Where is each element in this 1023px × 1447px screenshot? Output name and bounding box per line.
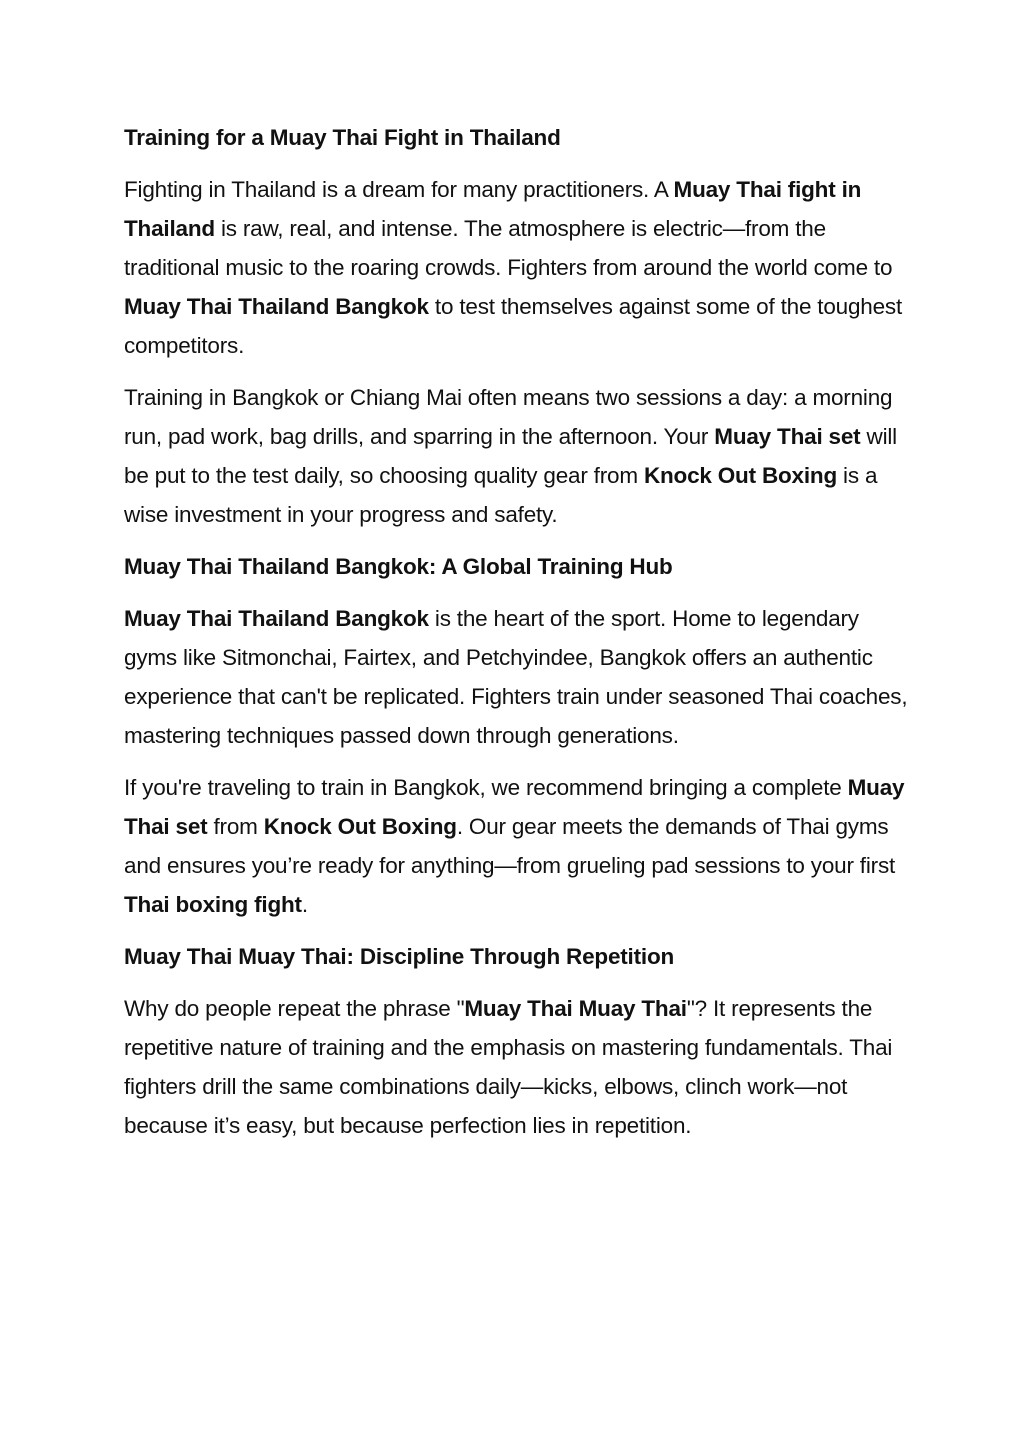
bold-keyword: Muay Thai Thailand Bangkok <box>124 294 429 319</box>
section-heading-discipline: Muay Thai Muay Thai: Discipline Through Repetition <box>124 944 675 969</box>
text-run: . <box>301 892 308 917</box>
text-run: is the heart of the sport. Home to legendary gyms like Sitmonchai, Fairtex, and Petchyindee, Bangkok offers an authentic experience that can't be replicated. Fighters train under seasoned Thai coaches, mastering techniques passed down through generations. <box>124 606 908 748</box>
text-run: from <box>207 814 264 839</box>
text-run: will be put to the test daily, so choosing quality gear from <box>124 424 897 488</box>
bold-keyword: Knock Out Boxing <box>263 814 457 839</box>
bold-keyword: Thai boxing fight <box>124 892 302 917</box>
text-run: If you're traveling to train in Bangkok, we recommend bringing a complete <box>124 775 848 800</box>
bold-keyword: Muay Thai Muay Thai <box>464 996 687 1021</box>
paragraph-bangkok-heart <box>124 599 914 755</box>
section-heading-training: Training for a Muay Thai Fight in Thailand <box>124 125 561 150</box>
text-run: to test themselves against some of the toughest competitors. <box>124 294 903 358</box>
bold-keyword: Muay Thai Thailand Bangkok <box>124 606 429 631</box>
section-heading-bangkok-hub: Muay Thai Thailand Bangkok: A Global Training Hub <box>124 554 673 579</box>
text-run: is a wise investment in your progress and safety. <box>124 463 878 527</box>
text-run: . Our gear meets the demands of Thai gyms and ensures you’re ready for anything—from grueling pad sessions to your first <box>124 814 896 878</box>
text-run: Why do people repeat the phrase " <box>124 996 465 1021</box>
text-run: Fighting in Thailand is a dream for many practitioners. A <box>124 177 674 202</box>
document-page <box>124 118 914 1158</box>
text-run: Training in Bangkok or Chiang Mai often means two sessions a day: a morning run, pad work, bag drills, and sparring in the afternoon. Your <box>124 385 893 449</box>
bold-keyword: Muay Thai set <box>124 775 905 839</box>
text-run: is raw, real, and intense. The atmosphere is electric—from the traditional music to the roaring crowds. Fighters from around the world come to <box>124 216 893 280</box>
paragraph-training-sessions <box>124 378 914 534</box>
text-run: "? It represents the repetitive nature of training and the emphasis on mastering fundamentals. Thai fighters drill the same combinations daily—kicks, elbows, clinch work—not because it’s easy, but because perfection lies in repetition. <box>124 996 893 1138</box>
bold-keyword: Knock Out Boxing <box>643 463 837 488</box>
paragraph-fighting-in-thailand <box>124 170 914 365</box>
bold-keyword: Muay Thai set <box>714 424 861 449</box>
paragraph-traveling-gear <box>124 768 914 924</box>
bold-keyword: Muay Thai fight in Thailand <box>124 177 862 241</box>
paragraph-repetition <box>124 989 914 1145</box>
